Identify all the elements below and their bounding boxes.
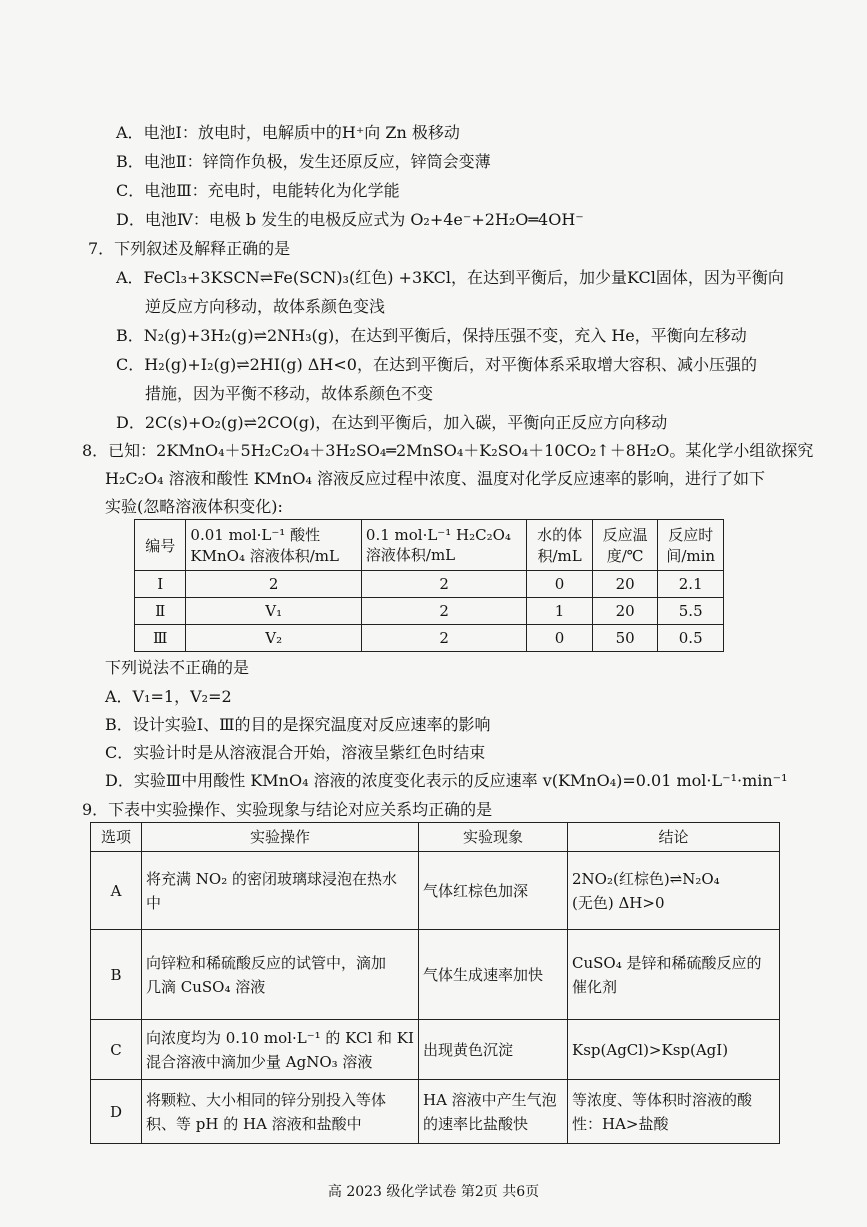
table-header-row [91,823,780,852]
q7-stem: 7．下列叙述及解释正确的是 [88,239,291,258]
q8-experiment-table [134,519,724,652]
table-cell: 气体生成速率加快 [419,930,568,1020]
table-row [91,930,780,1020]
q8-question: 下列说法不正确的是 [105,658,250,677]
table-header-row [135,520,724,571]
table-cell: 等浓度、等体积时溶液的酸 性：HA>盐酸 [568,1080,780,1144]
table-header-cell: 0.01 mol·L⁻¹ 酸性 KMnO₄ 溶液体积/mL [186,520,361,571]
table-cell: 向锌粒和稀硫酸反应的试管中，滴加 几滴 CuSO₄ 溶液 [142,930,419,1020]
table-cell: Ⅱ [135,598,186,625]
table-cell: V₂ [186,625,361,652]
q7-option-c-cont: 措施，因为平衡不移动，故体系颜色不变 [145,384,434,403]
q7-option-a-cont: 逆反应方向移动，故体系颜色变浅 [145,297,386,316]
table-cell: 将颗粒、大小相同的锌分别投入等体 积、等 pH 的 HA 溶液和盐酸中 [142,1080,419,1144]
table-row [91,1020,780,1080]
table-cell: 0 [527,625,593,652]
table-cell: 0.5 [658,625,724,652]
table-cell: D [91,1080,142,1144]
q7-option-c: C．H₂(g)+I₂(g)⇌2HI(g) ΔH<0，在达到平衡后，对平衡体系采取增大容积、减小压强的 [116,355,757,374]
q6-option-c: C．电池Ⅲ：充电时，电能转化为化学能 [116,181,400,200]
table-header-cell: 实验操作 [142,823,419,852]
table-cell: C [91,1020,142,1080]
table-row [135,625,724,652]
q8-stem-cont2: 实验(忽略溶液体积变化): [105,497,283,516]
table-cell: 2 [186,571,361,598]
table-cell: Ⅰ [135,571,186,598]
table-row [135,598,724,625]
q6-option-a: A．电池Ⅰ：放电时，电解质中的H⁺向 Zn 极移动 [116,123,460,142]
table-cell: 向浓度均为 0.10 mol·L⁻¹ 的 KCl 和 KI 混合溶液中滴加少量 AgNO₃ 溶液 [142,1020,419,1080]
table-row [135,571,724,598]
table-header-cell: 实验现象 [419,823,568,852]
table-cell: HA 溶液中产生气泡的速率比盐酸快 [419,1080,568,1144]
table-row [91,1080,780,1144]
q8-option-b: B．设计实验Ⅰ、Ⅲ的目的是探究温度对反应速率的影响 [105,715,491,734]
table-header-cell: 水的体 积/mL [527,520,593,571]
table-cell: 20 [592,598,658,625]
table-header-cell: 反应温 度/℃ [592,520,658,571]
table-cell: 5.5 [658,598,724,625]
table-cell: 2 [361,598,526,625]
table-cell: B [91,930,142,1020]
q7-option-d: D．2C(s)+O₂(g)⇌2CO(g)，在达到平衡后，加入碳，平衡向正反应方向移动 [116,413,668,432]
table-header-cell: 反应时 间/min [658,520,724,571]
q8-stem: 8．已知：2KMnO₄＋5H₂C₂O₄＋3H₂SO₄═2MnSO₄＋K₂SO₄＋10CO₂↑＋8H₂O。某化学小组欲探究 [82,441,814,460]
table-header-cell: 选项 [91,823,142,852]
table-cell: 1 [527,598,593,625]
q7-option-b: B．N₂(g)+3H₂(g)⇌2NH₃(g)，在达到平衡后，保持压强不变，充入 He，平衡向左移动 [116,326,747,345]
table-cell: 气体红棕色加深 [419,852,568,930]
q6-option-d: D．电池Ⅳ：电极 b 发生的电极反应式为 O₂+4e⁻+2H₂O═4OH⁻ [116,210,584,229]
table-header-cell: 编号 [135,520,186,571]
table-cell: 将充满 NO₂ 的密闭玻璃球浸泡在热水 中 [142,852,419,930]
table-cell: Ⅲ [135,625,186,652]
table-cell: 20 [592,571,658,598]
table-cell: 出现黄色沉淀 [419,1020,568,1080]
table-header-cell: 0.1 mol·L⁻¹ H₂C₂O₄ 溶液体积/mL [361,520,526,571]
table-cell: 2 [361,571,526,598]
q8-option-d: D．实验Ⅲ中用酸性 KMnO₄ 溶液的浓度变化表示的反应速率 v(KMnO₄)=0.01 mol·L⁻¹·min⁻¹ [105,771,788,790]
table-header-cell: 结论 [568,823,780,852]
table-cell: 2NO₂(红棕色)⇌N₂O₄ (无色) ΔH>0 [568,852,780,930]
page-footer: 高 2023 级化学试卷 第2页 共6页 [327,1184,540,1200]
q9-stem: 9．下表中实验操作、实验现象与结论对应关系均正确的是 [82,800,493,819]
q6-option-b: B．电池Ⅱ：锌筒作负极，发生还原反应，锌筒会变薄 [116,152,491,171]
q7-option-a: A．FeCl₃+3KSCN⇌Fe(SCN)₃(红色) +3KCl，在达到平衡后，加少量KCl固体，因为平衡向 [116,268,784,287]
q8-option-c: C．实验计时是从溶液混合开始，溶液呈紫红色时结束 [105,743,486,762]
table-cell: 2.1 [658,571,724,598]
table-cell: CuSO₄ 是锌和稀硫酸反应的 催化剂 [568,930,780,1020]
table-cell: 2 [361,625,526,652]
table-cell: 0 [527,571,593,598]
q8-option-a: A．V₁=1，V₂=2 [105,687,232,706]
table-cell: V₁ [186,598,361,625]
q8-stem-cont: H₂C₂O₄ 溶液和酸性 KMnO₄ 溶液反应过程中浓度、温度对化学反应速率的影响，进行了如下 [105,469,765,488]
table-cell: 50 [592,625,658,652]
table-row [91,852,780,930]
table-cell: A [91,852,142,930]
table-cell: Ksp(AgCl)>Ksp(AgI) [568,1020,780,1080]
q9-experiment-table [90,822,780,1144]
